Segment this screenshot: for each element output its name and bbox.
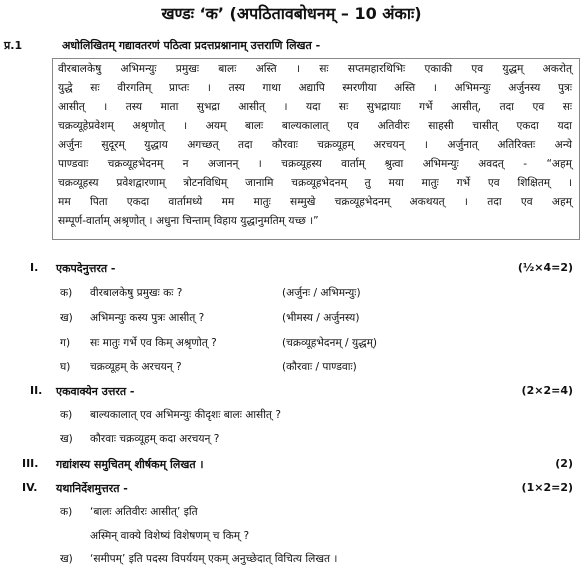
item-letter: क) xyxy=(60,287,73,299)
section-number: I. xyxy=(30,261,39,274)
passage-line: मम पिता एकदा वार्तामध्ये मम मातुः सम्मुखे चक्रव्यूहभेदनम् अकथयत् । तदा एव अहम् xyxy=(58,196,572,208)
item-letter: क) xyxy=(60,409,73,421)
item-options: (अर्जुनः / अभिमन्युः) xyxy=(282,287,361,299)
item-question: बाल्यकालात् एव अभिमन्युः कीदृशः बालः आसीत् ? xyxy=(90,409,281,421)
passage-line: अर्जुनः सुदूरम् युद्धाय अगच्छत् तदा कौरवाः चक्रव्यूहम् अरचयन् । अर्जुनात् अतिरिक्तः अन्ये xyxy=(58,139,572,151)
section-marks: (2) xyxy=(555,457,573,470)
section-number: II. xyxy=(30,384,43,397)
section-marks: (½×4=2) xyxy=(517,261,573,274)
item-question: चक्रव्यूहम् के अरचयन् ? xyxy=(90,361,182,373)
item-question: वीरबालकेषु प्रमुखः कः ? xyxy=(90,287,183,299)
passage-line: पाण्डवाः चक्रव्यूहभेदनम् न अजानन् । चक्रव्यूहस्य वार्ताम् श्रुत्वा अभिमन्युः अवदत् - “अहम् xyxy=(58,158,572,170)
item-letter: ग) xyxy=(60,337,71,349)
section-heading: एकवाक्येन उत्तरत - xyxy=(56,385,135,398)
item-options: (भीमस्य / अर्जुनस्य) xyxy=(282,312,360,324)
question-instruction: अधोलिखितम् गद्यावतरणं पठित्वा प्रदत्तप्रश्नानाम् उत्तराणि लिखत - xyxy=(62,39,321,52)
item-letter: घ) xyxy=(60,361,71,373)
item-letter: क) xyxy=(60,506,73,518)
passage-line: वीरबालकेषु अभिमन्युः प्रमुखः बालः अस्ति । सः सप्तमहारथिभिः एकाकी एव युद्धम् अकरोत् xyxy=(58,63,572,75)
item-question: अभिमन्युः कस्य पुत्रः आसीत् ? xyxy=(90,312,205,324)
passage-line: आसीत् । तस्य माता सुभद्रा आसीत् । यदा सः सुभद्रायाः गर्भे आसीत्, तदा एव सः xyxy=(58,101,572,113)
item-question: सः मातुः गर्भे एव किम् अश्रृणोत् ? xyxy=(90,337,217,349)
item-options: (चक्रव्यूहभेदनम् / युद्धम्) xyxy=(282,337,378,349)
section-heading: यथानिर्देशमुत्तरत - xyxy=(56,482,128,495)
item-options: (कौरवाः / पाण्डवाः) xyxy=(282,361,357,373)
section-marks: (1×2=2) xyxy=(521,481,573,494)
passage-line: चक्रव्यूहेप्रवेशम् अश्रृणोत् । अयम् बालः बाल्यकालात् एव अतिवीरः साहसी चासीत् एकदा यदा xyxy=(58,120,572,132)
passage-line: चक्रव्यूहस्य प्रवेशद्वारणाम् त्रोटनविधिम् जानामि चक्रव्यूहभेदनम् तु मया मातुः गर्भे एव शिक्षितम् । xyxy=(58,177,572,189)
item-question: कौरवाः चक्रव्यूहम् कदा अरचयन् ? xyxy=(90,433,220,445)
passage-line: सम्पूर्ण-वार्ताम् अश्रृणोत् । अधुना चिन्ताम् विहाय युद्धानुमतिम् यच्छ ।” xyxy=(58,215,319,227)
section-heading: एकपदेनुत्तरत - xyxy=(56,262,116,275)
section-number: III. xyxy=(22,457,39,470)
question-number: प्र.1 xyxy=(4,39,23,52)
item-question: ‘बालः अतिवीरः आसीत्’ इति xyxy=(90,506,198,518)
section-marks: (2×2=4) xyxy=(521,384,573,397)
page-title: खण्डः ‘क’ (अपठितावबोधनम् – 10 अंकाः) xyxy=(161,4,422,23)
item-question-continued: अस्मिन् वाक्ये विशेष्यं विशेषणम् च किम् ? xyxy=(90,530,250,542)
item-letter: ख) xyxy=(60,553,73,565)
section-number: IV. xyxy=(22,481,38,494)
item-letter: ख) xyxy=(60,312,73,324)
item-question: ‘समीपम्’ इति पदस्य विपर्ययम् एकम् अनुच्छेदात् विचित्य लिखत । xyxy=(90,553,338,565)
item-letter: ख) xyxy=(60,433,73,445)
section-heading: गद्यांशस्य समुचितम् शीर्षकम् लिखत । xyxy=(56,458,204,471)
passage-line: युद्धे सः वीरगतिम् प्राप्तः । तस्य गाथा अद्यापि स्मरणीया अस्ति । अभिमन्युः अर्जुनस्य पुत्रः xyxy=(58,82,572,94)
